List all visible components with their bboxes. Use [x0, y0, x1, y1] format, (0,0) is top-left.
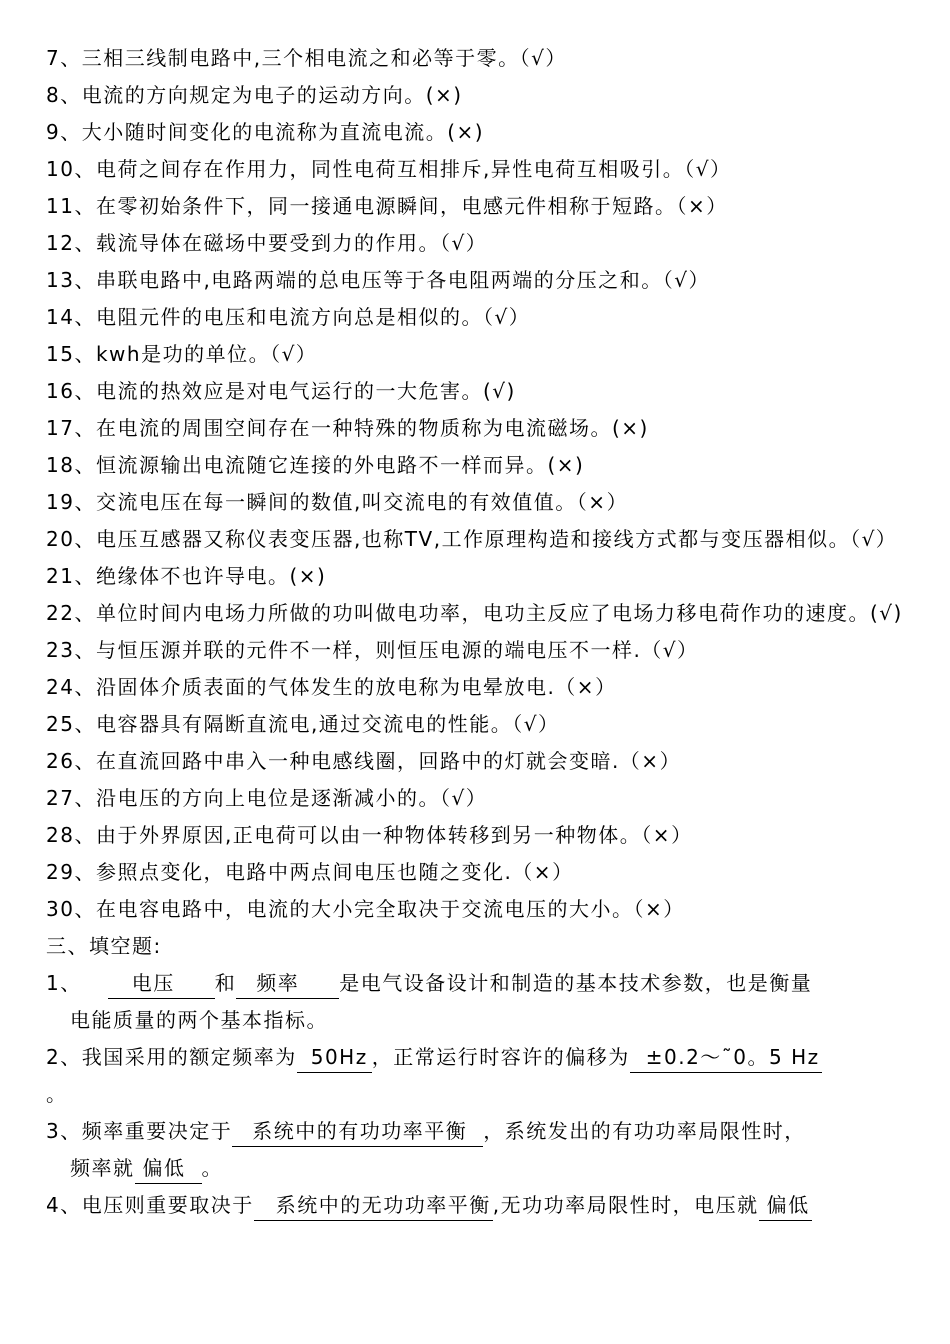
question-item	[46, 225, 910, 262]
question-number: 3、	[46, 1119, 82, 1143]
question-item	[46, 188, 910, 225]
answer-blank: ±0.2～˜0。5 Hz	[630, 1042, 822, 1073]
answer-blank: 偏低	[759, 1190, 812, 1221]
question-text: 是电气设备设计和制造的基本技术参数，也是衡量	[339, 971, 813, 995]
answer-blank: 系统中的无功功率平衡	[254, 1190, 493, 1221]
question-number: 12、	[46, 231, 96, 255]
question-text: 在直流回路中串入一种电感线圈，回路中的灯就会变暗.（×）	[95, 749, 682, 773]
question-text: 在零初始条件下，同一接通电源瞬间，电感元件相称于短路。（×）	[95, 194, 728, 218]
question-text: 单位时间内电场力所做的功叫做电功率，电功主反应了电场力移电荷作功的速度。(√)	[95, 601, 903, 625]
question-number: 30、	[46, 897, 96, 921]
answer-blank: 50Hz	[297, 1042, 372, 1073]
question-text: 。	[201, 1156, 223, 1180]
fill-question-1	[46, 965, 910, 1039]
question-item	[46, 151, 910, 188]
question-item	[46, 410, 910, 447]
question-text: 。	[46, 1082, 68, 1106]
question-text: 在电流的周围空间存在一种特殊的物质称为电流磁场。(×)	[95, 416, 649, 440]
question-item	[46, 743, 910, 780]
answer-blank: 频率	[236, 968, 339, 999]
question-item	[46, 373, 910, 410]
question-text: ，正常运行时容许的偏移为	[371, 1045, 630, 1069]
true-false-list	[46, 40, 910, 928]
question-text: ,无功功率局限性时，电压就	[492, 1193, 759, 1217]
question-text: 电流的方向规定为电子的运动方向。(×)	[81, 83, 463, 107]
question-text: 交流电压在每一瞬间的数值,叫交流电的有效值值。（×）	[95, 490, 629, 514]
question-number: 13、	[46, 268, 96, 292]
question-text: 沿固体介质表面的气体发生的放电称为电晕放电.（×）	[95, 675, 617, 699]
question-number: 22、	[46, 601, 96, 625]
answer-blank: 系统中的有功功率平衡	[232, 1116, 483, 1147]
question-number: 11、	[46, 194, 96, 218]
question-number: 2、	[46, 1045, 82, 1069]
question-number: 25、	[46, 712, 96, 736]
question-number: 4、	[46, 1193, 82, 1217]
question-item	[46, 558, 910, 595]
question-text: 与恒压源并联的元件不一样，则恒压电源的端电压不一样.（√）	[95, 638, 699, 662]
question-number: 28、	[46, 823, 96, 847]
question-number: 10、	[46, 157, 96, 181]
question-text: 由于外界原因,正电荷可以由一种物体转移到另一种物体。（×）	[95, 823, 693, 847]
question-number: 23、	[46, 638, 96, 662]
question-number: 19、	[46, 490, 96, 514]
question-text: 电阻元件的电压和电流方向总是相似的。（√）	[95, 305, 531, 329]
question-number: 24、	[46, 675, 96, 699]
question-text: 串联电路中,电路两端的总电压等于各电阻两端的分压之和。（√）	[95, 268, 711, 292]
question-text: 和	[214, 971, 237, 995]
question-item	[46, 484, 910, 521]
question-text: 电容器具有隔断直流电,通过交流电的性能。（√）	[95, 712, 560, 736]
question-item	[46, 299, 910, 336]
question-text: 参照点变化，电路中两点间电压也随之变化.（×）	[95, 860, 574, 884]
answer-blank: 偏低	[135, 1153, 202, 1184]
question-number: 9、	[46, 120, 82, 144]
question-number: 29、	[46, 860, 96, 884]
question-text: 恒流源输出电流随它连接的外电路不一样而异。(×)	[95, 453, 585, 477]
question-item	[46, 669, 910, 706]
question-number: 26、	[46, 749, 96, 773]
question-text: 电压则重要取决于	[81, 1193, 254, 1217]
question-item	[46, 632, 910, 669]
question-number: 20、	[46, 527, 96, 551]
question-text: 大小随时间变化的电流称为直流电流。(×)	[81, 120, 485, 144]
question-item	[46, 817, 910, 854]
question-text: 三相三线制电路中,三个相电流之和必等于零。（√）	[81, 46, 567, 70]
question-number: 1、	[46, 971, 82, 995]
question-number: 7、	[46, 46, 82, 70]
question-number: 17、	[46, 416, 96, 440]
question-item	[46, 706, 910, 743]
question-number: 16、	[46, 379, 96, 403]
question-number: 8、	[46, 83, 82, 107]
fill-question-4	[46, 1187, 910, 1224]
question-item	[46, 595, 910, 632]
question-item	[46, 854, 910, 891]
section-heading: 三、填空题:	[46, 934, 162, 958]
question-item	[46, 447, 910, 484]
question-item	[46, 262, 910, 299]
question-number: 18、	[46, 453, 96, 477]
question-number: 21、	[46, 564, 96, 588]
question-item	[46, 77, 910, 114]
answer-blank: 电压	[108, 968, 215, 999]
question-item	[46, 336, 910, 373]
question-text: 电荷之间存在作用力，同性电荷互相排斥,异性电荷互相吸引。（√）	[95, 157, 732, 181]
question-text: 电流的热效应是对电气运行的一大危害。(√)	[95, 379, 516, 403]
question-text: 在电容电路中，电流的大小完全取决于交流电压的大小。（×）	[95, 897, 685, 921]
question-text: 频率重要决定于	[81, 1119, 233, 1143]
question-item	[46, 891, 910, 928]
question-item	[46, 40, 910, 77]
question-number: 27、	[46, 786, 96, 810]
question-text: 我国采用的额定频率为	[81, 1045, 297, 1069]
question-text: 电压互感器又称仪表变压器,也称TV,工作原理构造和接线方式都与变压器相似。（√）	[95, 527, 898, 551]
question-text: ，系统发出的有功功率局限性时，	[483, 1119, 806, 1143]
question-text: kwh是功的单位。（√）	[95, 342, 318, 366]
question-number: 14、	[46, 305, 96, 329]
question-text: 绝缘体不也许导电。(×)	[95, 564, 327, 588]
question-text: 沿电压的方向上电位是逐渐减小的。（√）	[95, 786, 488, 810]
question-text: 频率就	[70, 1156, 135, 1180]
fill-question-3	[46, 1113, 910, 1187]
question-item	[46, 780, 910, 817]
question-number: 15、	[46, 342, 96, 366]
question-text: 载流导体在磁场中要受到力的作用。（√）	[95, 231, 488, 255]
question-item	[46, 521, 910, 558]
question-text: 电能质量的两个基本指标。	[70, 1008, 328, 1032]
question-item	[46, 114, 910, 151]
fill-question-2	[46, 1039, 910, 1113]
